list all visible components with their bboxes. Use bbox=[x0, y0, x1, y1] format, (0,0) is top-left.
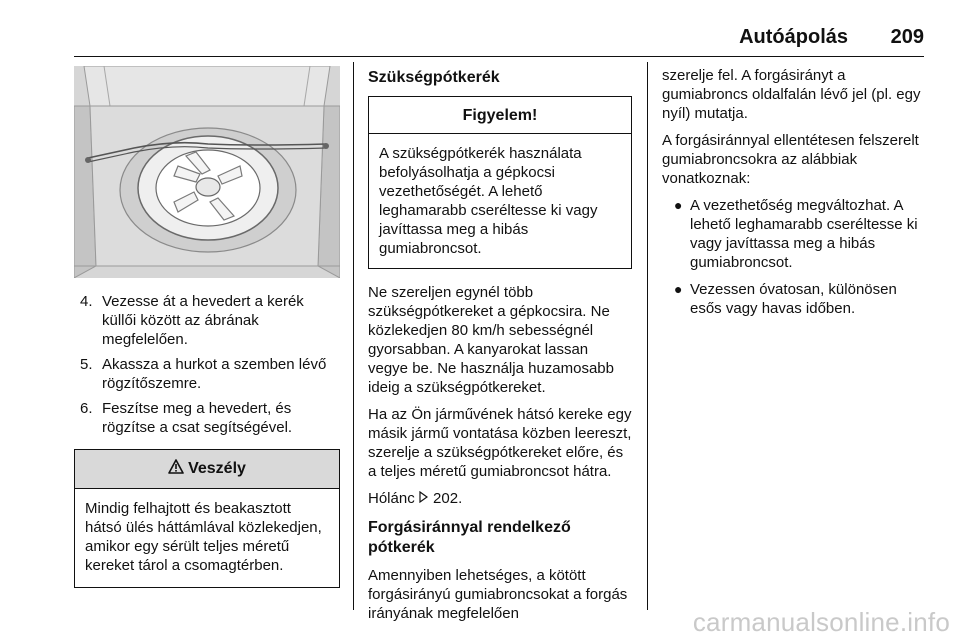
bullet-list bbox=[662, 196, 930, 318]
danger-title: Veszély bbox=[188, 460, 246, 477]
step-text: Akassza a hurkot a szemben lévő rögzítőszemre. bbox=[102, 356, 327, 392]
paragraph: Ne szereljen egynél több szükségpótkereket a gépkocsira. Ne közlekedjen 80 km/h sebességnél gyorsabban. A kanyarokat lassan vegye be. Ne használja huzamosabb ideig a szükségpótkereket. bbox=[368, 284, 614, 396]
page-header bbox=[0, 0, 960, 62]
instruction-steps bbox=[74, 292, 340, 437]
step-number: 6. bbox=[80, 400, 93, 417]
reference-label: Hólánc bbox=[368, 490, 415, 507]
step-item bbox=[74, 355, 340, 393]
header-rule bbox=[74, 56, 924, 57]
reference-arrow-icon bbox=[419, 489, 429, 508]
bullet-text: A vezethetőség megváltozhat. A lehető leghamarabb cseréltesse ki vagy javíttassa meg a hibás gumiabroncsot. bbox=[690, 197, 918, 271]
bullet-icon: ● bbox=[674, 197, 683, 213]
danger-box bbox=[74, 449, 340, 588]
bullet-text: Vezessen óvatosan, különösen esős vagy havas időben. bbox=[690, 281, 897, 317]
reference-page: 202. bbox=[433, 490, 463, 507]
watermark: carmanualsonline.info bbox=[692, 607, 950, 637]
bullet-item bbox=[662, 280, 930, 318]
column-3 bbox=[662, 66, 930, 326]
step-number: 4. bbox=[80, 293, 93, 310]
column-divider-2 bbox=[647, 62, 648, 610]
step-item bbox=[74, 399, 340, 437]
paragraph: Ha az Ön járművének hátsó kereke egy másik jármű vontatása közben leereszt, szerelje a szükségpótkereket előre, és a teljes méretű gumiabroncsot hátra. bbox=[368, 406, 632, 480]
column-2 bbox=[368, 66, 632, 631]
page-number: 209 bbox=[890, 26, 924, 48]
danger-body: Mindig felhajtott és beakasztott hátsó ülés háttámlával közlekedjen, amikor egy sérült teljes méretű kereket tárol a csomagtérben. bbox=[85, 500, 322, 574]
step-text: Feszítse meg a hevedert, és rögzítse a csat segítségével. bbox=[102, 400, 293, 436]
bullet-item bbox=[662, 196, 930, 272]
spare-wheel-illustration bbox=[74, 66, 340, 278]
section-title: Autóápolás bbox=[739, 26, 848, 48]
step-item bbox=[74, 292, 340, 349]
bullet-icon: ● bbox=[674, 281, 683, 297]
caution-title: Figyelem! bbox=[369, 97, 631, 134]
section-heading: Szükségpótkerék bbox=[368, 69, 500, 86]
paragraph: A forgásiránnyal ellentétesen felszerelt gumiabroncsokra az alábbiak vonatkoznak: bbox=[662, 132, 919, 187]
caution-body: A szükségpótkerék használata befolyásolhatja a gépkocsi vezethetőségét. A lehető leghamarabb cseréltesse ki vagy javíttassa meg a hibás gumiabroncsot. bbox=[379, 145, 598, 257]
paragraph: Amennyiben lehetséges, a kötött forgásirányú gumiabroncsokat a forgás irányának megfelelően bbox=[368, 567, 628, 622]
column-1 bbox=[74, 66, 340, 588]
step-number: 5. bbox=[80, 356, 93, 373]
paragraph: szerelje fel. A forgásirányt a gumiabroncs oldalfalán lévő jel (pl. egy nyíl) mutatja. bbox=[662, 67, 921, 122]
caution-box bbox=[368, 96, 632, 269]
step-text: Vezesse át a hevedert a kerék küllői között az ábrának megfelelően. bbox=[102, 293, 304, 348]
warning-triangle-icon bbox=[168, 459, 184, 479]
cross-reference bbox=[368, 489, 632, 508]
danger-header bbox=[75, 450, 339, 489]
subsection-heading: Forgásiránnyal rendelkező pótkerék bbox=[368, 519, 571, 556]
column-divider-1 bbox=[353, 62, 354, 610]
trunk-wheel-drawing bbox=[74, 66, 340, 278]
